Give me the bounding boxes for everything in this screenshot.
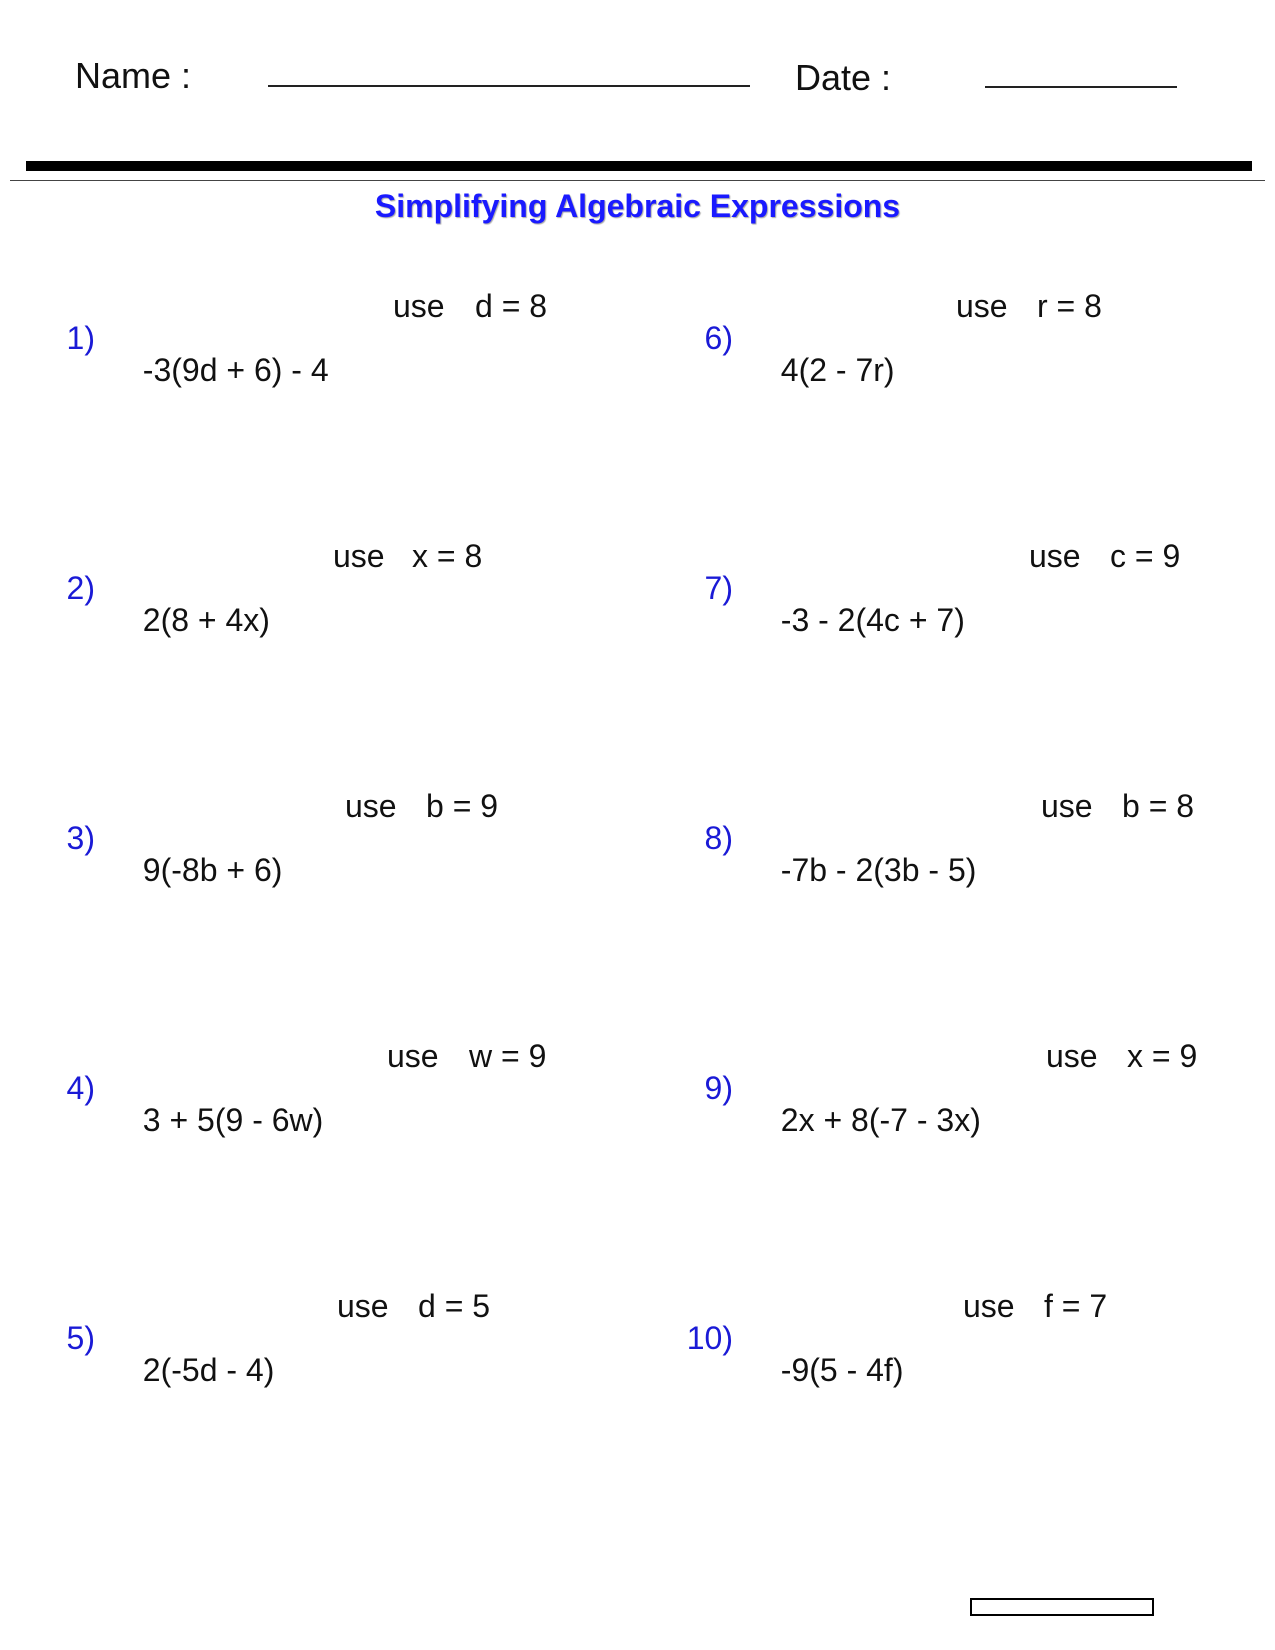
use-label: use	[1046, 1038, 1098, 1074]
problem-expression: 9(-8b + 6)	[142, 852, 283, 888]
problem-2	[66, 538, 483, 700]
problem-number: 8)	[704, 820, 733, 856]
problem-number: 5)	[66, 1320, 95, 1356]
problem-number: 1)	[66, 320, 95, 356]
problem-6	[704, 288, 1102, 450]
problem-3	[66, 788, 499, 950]
problem-number: 2)	[66, 570, 95, 606]
use-label: use	[1029, 538, 1081, 574]
date-blank-line[interactable]	[985, 86, 1177, 88]
problem-5	[66, 1288, 491, 1450]
name-blank-line[interactable]	[268, 85, 750, 87]
problem-number: 4)	[66, 1070, 95, 1106]
use-label: use	[345, 788, 397, 824]
substitution-value: f = 7	[1044, 1288, 1108, 1324]
problem-expression: -7b - 2(3b - 5)	[780, 852, 977, 888]
problem-expression: 2(8 + 4x)	[142, 602, 270, 638]
worksheet-title: Simplifying Algebraic Expressions	[374, 188, 901, 224]
use-label: use	[337, 1288, 389, 1324]
substitution-value: w = 9	[469, 1038, 547, 1074]
header-thin-rule	[10, 180, 1265, 181]
problem-expression: -9(5 - 4f)	[780, 1352, 904, 1388]
use-label: use	[956, 288, 1008, 324]
substitution-value: x = 8	[412, 538, 483, 574]
substitution-value: c = 9	[1110, 538, 1181, 574]
substitution-value: d = 5	[418, 1288, 491, 1324]
substitution-value: r = 8	[1037, 288, 1102, 324]
problem-expression: -3 - 2(4c + 7)	[780, 602, 965, 638]
name-label: Name :	[75, 55, 192, 96]
problem-number: 7)	[704, 570, 733, 606]
problem-10	[686, 1288, 1108, 1450]
problem-number: 9)	[704, 1070, 733, 1106]
problem-8	[704, 788, 1195, 950]
score-box[interactable]	[970, 1598, 1154, 1616]
problem-1	[66, 288, 548, 450]
problem-7	[704, 538, 1181, 700]
use-label: use	[387, 1038, 439, 1074]
problem-expression: 4(2 - 7r)	[780, 352, 895, 388]
problem-number: 3)	[66, 820, 95, 856]
problem-number: 10)	[686, 1320, 733, 1356]
substitution-value: b = 8	[1122, 788, 1195, 824]
problem-9	[704, 1038, 1198, 1200]
date-label: Date :	[795, 57, 892, 98]
problem-4	[66, 1038, 547, 1200]
header-double-rule	[26, 161, 1252, 171]
use-label: use	[963, 1288, 1015, 1324]
use-label: use	[333, 538, 385, 574]
substitution-value: b = 9	[426, 788, 499, 824]
substitution-value: d = 8	[475, 288, 548, 324]
problem-expression: 2(-5d - 4)	[142, 1352, 275, 1388]
problem-expression: 3 + 5(9 - 6w)	[142, 1102, 324, 1138]
use-label: use	[1041, 788, 1093, 824]
use-label: use	[393, 288, 445, 324]
problem-expression: -3(9d + 6) - 4	[142, 352, 329, 388]
substitution-value: x = 9	[1127, 1038, 1198, 1074]
problem-expression: 2x + 8(-7 - 3x)	[780, 1102, 981, 1138]
problem-number: 6)	[704, 320, 733, 356]
